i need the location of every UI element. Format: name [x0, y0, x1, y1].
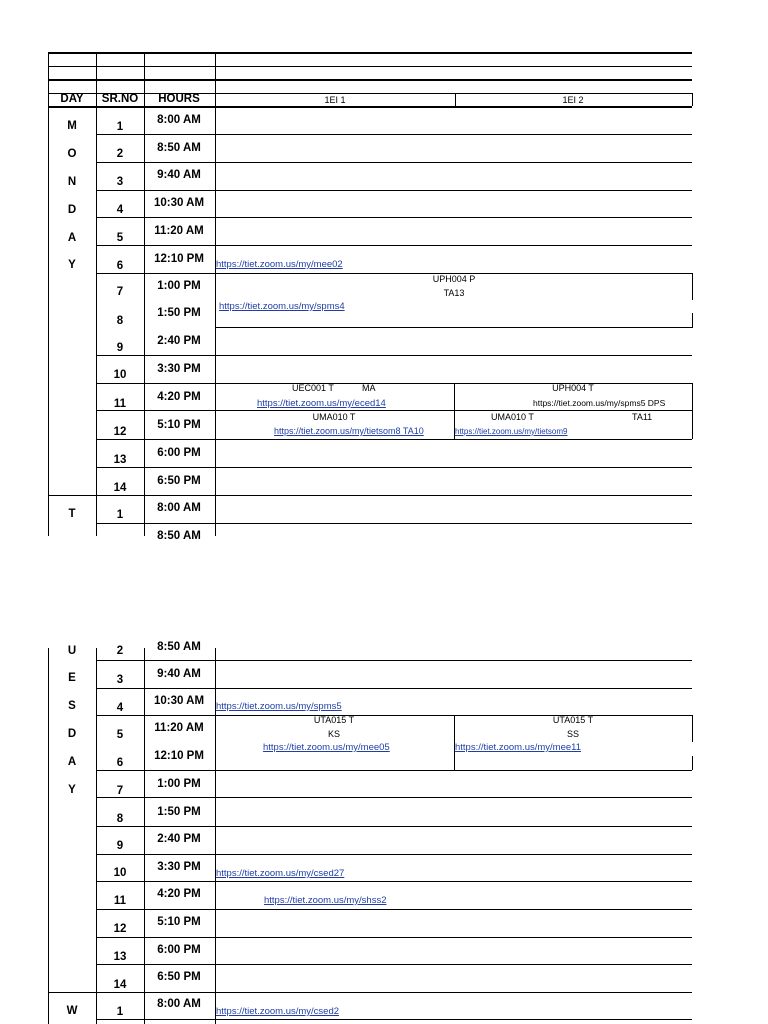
tuesday-slot5-sec1-teacher: KS	[327, 729, 341, 739]
grid-line	[216, 715, 692, 716]
tuesday-srno-11: 12	[113, 923, 127, 935]
tuesday-slot4-link[interactable]: https://tiet.zoom.us/my/spms5	[216, 701, 342, 712]
tuesday-slot11-link[interactable]: https://tiet.zoom.us/my/shss2	[264, 895, 387, 906]
monday-hour-7: 1:00 PM	[157, 280, 201, 292]
monday-hour-6: 12:10 PM	[154, 253, 204, 265]
grid-line	[96, 797, 692, 798]
monday-slot11-sec2-course: UPH004 T	[552, 383, 594, 393]
tuesday-srno-5: 6	[116, 757, 124, 769]
monday-slot7-room: TA13	[443, 288, 465, 298]
tuesday-srno-4: 5	[116, 729, 124, 741]
grid-line	[96, 660, 692, 661]
monday-hour-9: 2:40 PM	[157, 335, 201, 347]
tuesday-srno-1: 2	[116, 645, 124, 657]
tuesday-srno-2: 3	[116, 674, 124, 686]
tuesday-srno-13: 14	[113, 979, 127, 991]
grid-line	[48, 52, 49, 536]
tuesday-hour-13: 6:50 PM	[157, 971, 201, 983]
grid-line	[454, 756, 455, 770]
header-day: DAY	[60, 93, 84, 105]
tuesday-hour-11: 5:10 PM	[157, 916, 201, 928]
grid-line	[692, 273, 693, 300]
monday-letter-6: Y	[68, 259, 76, 271]
grid-line	[96, 964, 692, 965]
tuesday-slot10-link[interactable]: https://tiet.zoom.us/my/csed27	[216, 868, 345, 879]
grid-line	[96, 648, 97, 1024]
grid-line	[96, 383, 692, 384]
monday-hour-14: 6:50 PM	[157, 475, 201, 487]
tuesday-hour-12: 6:00 PM	[157, 944, 201, 956]
monday-slot11-sec1-link[interactable]: https://tiet.zoom.us/my/eced14	[257, 398, 386, 409]
grid-line	[96, 245, 692, 246]
wednesday-slot1-link[interactable]: https://tiet.zoom.us/my/csed2	[216, 1006, 340, 1017]
tuesday-hour-2: 9:40 AM	[157, 668, 201, 680]
grid-line	[692, 715, 693, 742]
monday-hour-5: 11:20 AM	[154, 225, 204, 237]
grid-line	[455, 93, 456, 106]
grid-line	[96, 162, 692, 163]
grid-line	[144, 648, 145, 1024]
grid-line	[215, 52, 216, 536]
grid-line	[692, 756, 693, 770]
monday-slot11-sec2-info: https://tiet.zoom.us/my/spms5 DPS	[533, 398, 666, 408]
tuesday-hour-6: 1:00 PM	[157, 778, 201, 790]
monday-slot6-link[interactable]: https://tiet.zoom.us/my/mee02	[216, 259, 343, 270]
monday-hour-3: 9:40 AM	[157, 169, 201, 181]
monday-srno-4: 4	[116, 204, 124, 216]
monday-slot11-sec1-course: UEC001 T	[292, 383, 334, 393]
tuesday-letter-4: D	[67, 728, 77, 740]
tuesday-letter-5: A	[67, 756, 77, 768]
tuesday-srno-12: 13	[113, 951, 127, 963]
monday-hour-1: 8:00 AM	[157, 114, 201, 126]
tuesday-srno-6: 7	[116, 785, 124, 797]
tuesday-hour-8: 2:40 PM	[157, 833, 201, 845]
grid-line	[96, 273, 692, 274]
tuesday-hour-3: 10:30 AM	[153, 695, 205, 707]
monday-slot12-sec2-link[interactable]: https://tiet.zoom.us/my/tietsom9	[455, 427, 568, 436]
tuesday-hour-10: 4:20 PM	[157, 888, 201, 900]
grid-line	[96, 881, 692, 882]
grid-line	[96, 190, 692, 191]
grid-line	[96, 52, 97, 536]
monday-hour-4: 10:30 AM	[153, 197, 205, 209]
monday-hour-12: 5:10 PM	[157, 419, 201, 431]
monday-letter-3: N	[67, 176, 77, 188]
monday-hour-8: 1:50 PM	[157, 307, 201, 319]
monday-hour-11: 4:20 PM	[157, 391, 201, 403]
tuesday-letter-2: E	[68, 672, 76, 684]
tuesday-slot5-sec1-course: UTA015 T	[313, 715, 355, 725]
tuesday-hour-9: 3:30 PM	[157, 861, 201, 873]
grid-line	[96, 410, 692, 411]
tuesday-letter-3: S	[68, 700, 76, 712]
grid-line	[96, 909, 692, 910]
tuesday-srno-8: 9	[116, 840, 124, 852]
grid-line	[48, 992, 692, 993]
monday-srno-3: 3	[116, 176, 124, 188]
tuesday-letter-6: Y	[68, 784, 76, 796]
page1-clipped-hour: 8:50 AM	[157, 530, 201, 542]
grid-line	[144, 52, 145, 536]
grid-line	[96, 523, 692, 524]
tuesday-srno-3: 4	[116, 702, 124, 714]
monday-srno-6: 6	[116, 260, 124, 272]
monday-letter-5: A	[67, 232, 77, 244]
monday-srno-2: 2	[116, 148, 124, 160]
wednesday-letter-w: W	[66, 1005, 78, 1017]
tuesday-slot5-sec2-course: UTA015 T	[552, 715, 594, 725]
monday-srno-7: 7	[116, 286, 124, 298]
monday-srno-14: 14	[113, 482, 127, 494]
tuesday-slot5-sec2-link[interactable]: https://tiet.zoom.us/my/mee11	[455, 742, 582, 753]
header-section-1: 1EI 1	[324, 95, 346, 105]
grid-line	[96, 134, 692, 135]
monday-srno-5: 5	[116, 232, 124, 244]
wednesday-hours-1: 8:00 AM	[157, 998, 201, 1010]
monday-slot7-link[interactable]: https://tiet.zoom.us/my/spms4	[219, 301, 345, 312]
header-hours: HOURS	[158, 93, 200, 105]
monday-hour-10: 3:30 PM	[157, 363, 201, 375]
monday-slot12-sec2-course: UMA010 T	[491, 412, 534, 422]
monday-hour-2: 8:50 AM	[157, 142, 201, 154]
grid-line	[48, 648, 49, 1024]
monday-srno-13: 13	[113, 454, 127, 466]
monday-hour-13: 6:00 PM	[157, 447, 201, 459]
header-section-2: 1EI 2	[562, 95, 584, 105]
monday-srno-10: 10	[113, 369, 127, 381]
grid-line	[96, 770, 692, 771]
monday-slot7-course: UPH004 P	[432, 274, 476, 284]
tuesday-srno-7: 8	[116, 813, 124, 825]
tuesday-srno-9: 10	[113, 867, 127, 879]
page2-clipped-hour: 8:50 AM	[157, 641, 201, 653]
monday-srno-9: 9	[116, 342, 124, 354]
tuesday-letter-1: U	[67, 645, 77, 657]
monday-letter-2: O	[67, 148, 77, 160]
grid-line	[692, 313, 693, 328]
wednesday-srno-1: 1	[116, 1006, 124, 1018]
tuesday-slot5-sec2-teacher: SS	[566, 729, 580, 739]
header-srno: SR.NO	[101, 93, 139, 105]
monday-slot12-sec2-room: TA11	[632, 412, 653, 422]
grid-line	[692, 93, 693, 106]
tuesday-hours-1: 8:00 AM	[157, 502, 201, 514]
grid-line	[96, 467, 692, 468]
monday-srno-8: 8	[116, 315, 124, 327]
monday-srno-1: 1	[116, 121, 124, 133]
grid-line	[96, 439, 692, 440]
monday-letter-1: M	[67, 120, 77, 132]
grid-line	[692, 383, 693, 439]
grid-line	[216, 327, 692, 328]
monday-slot12-sec1-link[interactable]: https://tiet.zoom.us/my/tietsom8 TA10	[274, 426, 424, 436]
grid-line	[96, 1019, 692, 1020]
monday-srno-12: 12	[113, 426, 127, 438]
tuesday-hour-7: 1:50 PM	[157, 806, 201, 818]
grid-line	[96, 688, 692, 689]
tuesday-srno-1: 1	[116, 509, 124, 521]
monday-slot12-sec1-course: UMA010 T	[312, 412, 356, 422]
grid-line	[96, 937, 692, 938]
monday-letter-4: D	[67, 204, 77, 216]
monday-srno-11: 11	[113, 398, 127, 410]
tuesday-slot5-sec1-link[interactable]: https://tiet.zoom.us/my/mee05	[263, 742, 390, 753]
tuesday-hour-5: 12:10 PM	[154, 750, 204, 762]
monday-slot11-sec1-teacher: MA	[362, 383, 376, 393]
tuesday-letter-t: T	[68, 508, 76, 520]
grid-line	[96, 826, 692, 827]
tuesday-hour-4: 11:20 AM	[154, 722, 204, 734]
grid-line	[96, 355, 692, 356]
tuesday-srno-10: 11	[113, 895, 127, 907]
grid-line	[96, 854, 692, 855]
grid-line	[96, 217, 692, 218]
